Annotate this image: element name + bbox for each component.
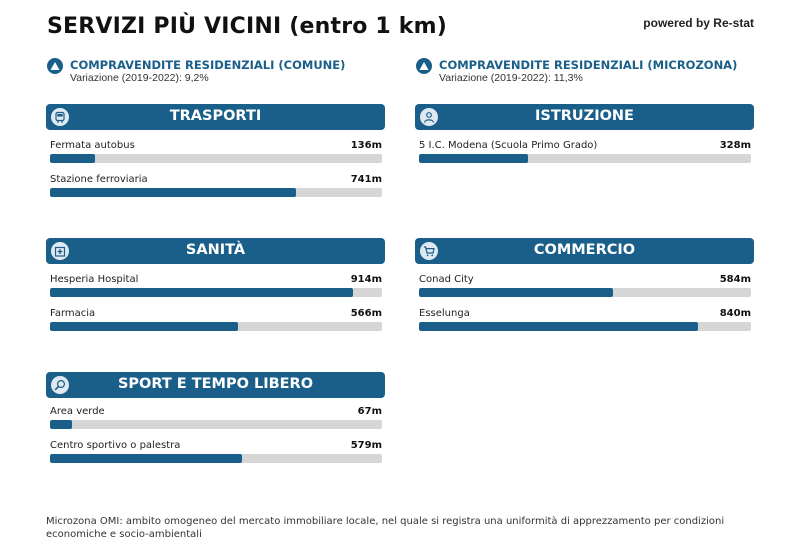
distance-bar-fill xyxy=(419,322,698,331)
service-distance: 579m xyxy=(350,440,382,451)
service-distance: 566m xyxy=(350,308,382,319)
section-header xyxy=(46,238,385,264)
distance-bar xyxy=(50,322,382,331)
distance-bar-fill xyxy=(50,288,353,297)
service-name: 5 I.C. Modena (Scuola Primo Grado) xyxy=(419,140,598,151)
distance-bar xyxy=(419,288,751,297)
powered-by-label: powered by Re-stat xyxy=(643,16,754,30)
section-title: COMMERCIO xyxy=(533,242,636,258)
service-distance: 136m xyxy=(350,140,382,151)
distance-bar-fill xyxy=(50,322,238,331)
service-distance: 328m xyxy=(719,140,751,151)
distance-bar xyxy=(419,154,751,163)
trend-variation: Variazione (2019-2022): 11,3% xyxy=(439,72,583,84)
triangle-up-icon xyxy=(416,58,432,74)
page-title: SERVIZI PIÙ VICINI (entro 1 km) xyxy=(47,14,448,39)
distance-bar xyxy=(50,154,382,163)
footnote: Microzona OMI: ambito omogeneo del mercato immobiliare locale, nel quale si registra una uniformità di apprezzamento per condizioni economiche e socio-ambientali xyxy=(46,516,725,540)
list-item xyxy=(50,302,382,336)
distance-bar-fill xyxy=(50,188,296,197)
section-sanita xyxy=(46,238,385,336)
distance-bar-fill xyxy=(419,154,528,163)
service-name: Area verde xyxy=(50,406,105,417)
service-name: Centro sportivo o palestra xyxy=(50,440,181,451)
service-name: Esselunga xyxy=(419,308,470,319)
list-item xyxy=(419,302,751,336)
service-distance: 741m xyxy=(350,174,382,185)
service-name: Stazione ferroviaria xyxy=(50,174,148,185)
service-distance: 840m xyxy=(719,308,751,319)
trend-variation: Variazione (2019-2022): 9,2% xyxy=(70,72,209,84)
list-item xyxy=(419,134,751,168)
section-trasporti xyxy=(46,104,385,202)
section-header xyxy=(46,104,385,130)
distance-bar-fill xyxy=(419,288,613,297)
distance-bar-fill xyxy=(50,454,242,463)
section-header xyxy=(415,238,754,264)
section-title: SANITÀ xyxy=(185,242,246,258)
list-item xyxy=(50,400,382,434)
distance-bar xyxy=(50,188,382,197)
section-sport xyxy=(46,372,385,468)
list-item xyxy=(419,268,751,302)
distance-bar-fill xyxy=(50,420,72,429)
trend-title: COMPRAVENDITE RESIDENZIALI (MICROZONA) xyxy=(439,58,738,72)
service-name: Hesperia Hospital xyxy=(50,274,139,285)
distance-bar xyxy=(50,288,382,297)
list-item xyxy=(50,434,382,468)
distance-bar xyxy=(50,454,382,463)
service-name: Fermata autobus xyxy=(50,140,135,151)
section-header xyxy=(415,104,754,130)
triangle-up-icon xyxy=(47,58,63,74)
section-header xyxy=(46,372,385,398)
section-commercio xyxy=(415,238,754,336)
section-title: SPORT E TEMPO LIBERO xyxy=(117,376,314,392)
section-title: TRASPORTI xyxy=(169,108,262,124)
section-istruzione xyxy=(415,104,754,168)
list-item xyxy=(50,268,382,302)
service-name: Farmacia xyxy=(50,308,96,319)
distance-bar xyxy=(419,322,751,331)
service-distance: 584m xyxy=(719,274,751,285)
service-distance: 914m xyxy=(350,274,382,285)
section-title: ISTRUZIONE xyxy=(535,108,634,124)
distance-bar-fill xyxy=(50,154,95,163)
trend-title: COMPRAVENDITE RESIDENZIALI (COMUNE) xyxy=(70,58,346,72)
service-name: Conad City xyxy=(419,274,474,285)
distance-bar xyxy=(50,420,382,429)
list-item xyxy=(50,168,382,202)
service-distance: 67m xyxy=(357,406,382,417)
list-item xyxy=(50,134,382,168)
